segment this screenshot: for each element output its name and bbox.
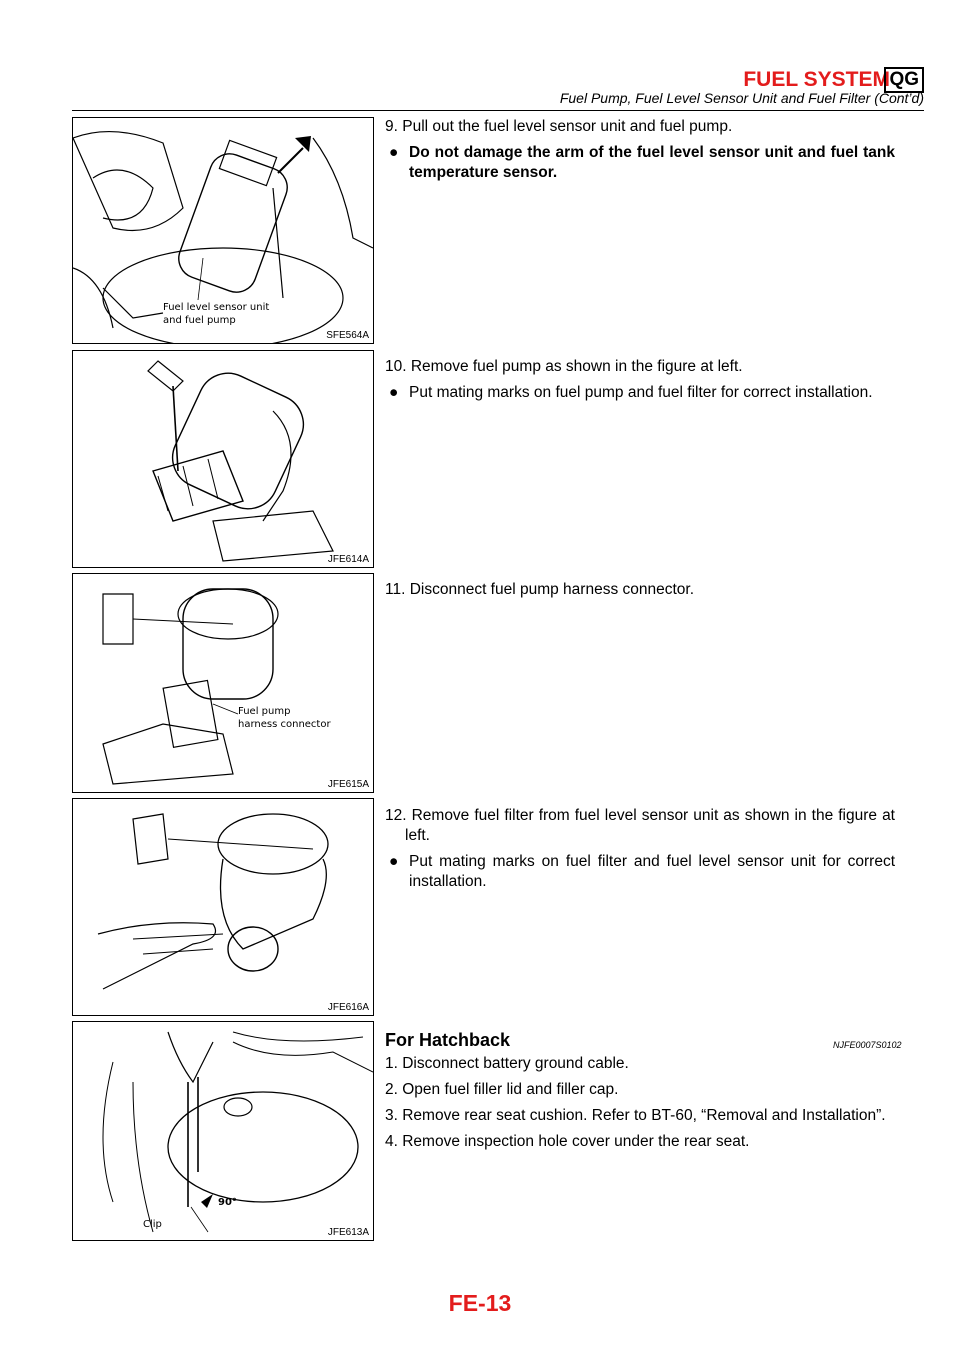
step-12-note-text: Put mating marks on fuel filter and fuel level sensor unit for correct installation. [409,853,895,890]
figure-jfe615a [72,573,374,793]
bullet-icon: ● [389,384,399,401]
hatchback-step: 3. Remove rear seat cushion. Refer to BT-60, “Removal and Installation”. [385,1107,886,1124]
step-10-block [385,357,895,409]
step-10-note-text: Put mating marks on fuel pump and fuel filter for correct installation. [409,384,873,401]
step-9-note [385,143,895,183]
step-9: 9. Pull out the fuel level sensor unit and fuel pump. [385,118,733,135]
figure-code: JFE614A [327,554,369,565]
step-12: 12. Remove fuel filter from fuel level sensor unit as shown in the figure at left. [385,807,895,844]
step-11: 11. Disconnect fuel pump harness connector. [385,581,695,598]
step-12-block [385,806,895,898]
section-subtitle: Fuel Pump, Fuel Level Sensor Unit and Fuel Filter (Cont’d) [559,90,924,106]
hatchback-step: 4. Remove inspection hole cover under the rear seat. [385,1133,750,1150]
figure-code: JFE616A [327,1002,369,1013]
figure-code: SFE564A [326,330,369,341]
figure-label: Fuel pump [238,706,291,717]
inspection-hole-clip-illustration [73,1022,373,1240]
step-9-block [385,117,895,189]
figure-jfe616a [72,798,374,1016]
step-12-note [385,852,895,892]
harness-connector-illustration [73,574,373,792]
figure-jfe613a [72,1021,374,1241]
hatchback-step: 2. Open fuel filler lid and filler cap. [385,1081,619,1098]
step-11-block [385,580,895,606]
figure-label: and fuel pump [163,315,236,326]
fuel-pump-removal-illustration [73,118,373,343]
hatchback-step: 1. Disconnect battery ground cable. [385,1055,629,1072]
figure-label: Fuel level sensor unit [163,302,270,313]
figure-code: JFE615A [327,779,369,790]
clip-label: Clip [143,1219,162,1230]
page-number: FE-13 [448,1290,512,1316]
hatchback-heading: For Hatchback [385,1030,511,1050]
figure-jfe614a [72,350,374,568]
angle-label: 90° [218,1197,237,1208]
engine-code-badge: QG [884,67,924,93]
step-9-note-text: Do not damage the arm of the fuel level sensor unit and fuel tank temperature sensor. [409,144,895,181]
page-header [0,0,960,105]
figure-sfe564a [72,117,374,344]
header-divider [72,110,924,111]
figure-code: JFE613A [327,1227,369,1238]
step-10-note [385,383,895,403]
hatchback-steps [385,1054,895,1158]
section-title: FUEL SYSTEM [743,68,890,91]
bullet-icon: ● [389,853,399,870]
hatchback-ref-code: NJFE0007S0102 [833,1040,902,1050]
figure-label: harness connector [238,719,331,730]
step-10: 10. Remove fuel pump as shown in the figure at left. [385,358,743,375]
fuel-pump-removal-screwdriver-illustration [73,351,373,567]
bullet-icon: ● [389,144,399,161]
fuel-filter-removal-illustration [73,799,373,1015]
